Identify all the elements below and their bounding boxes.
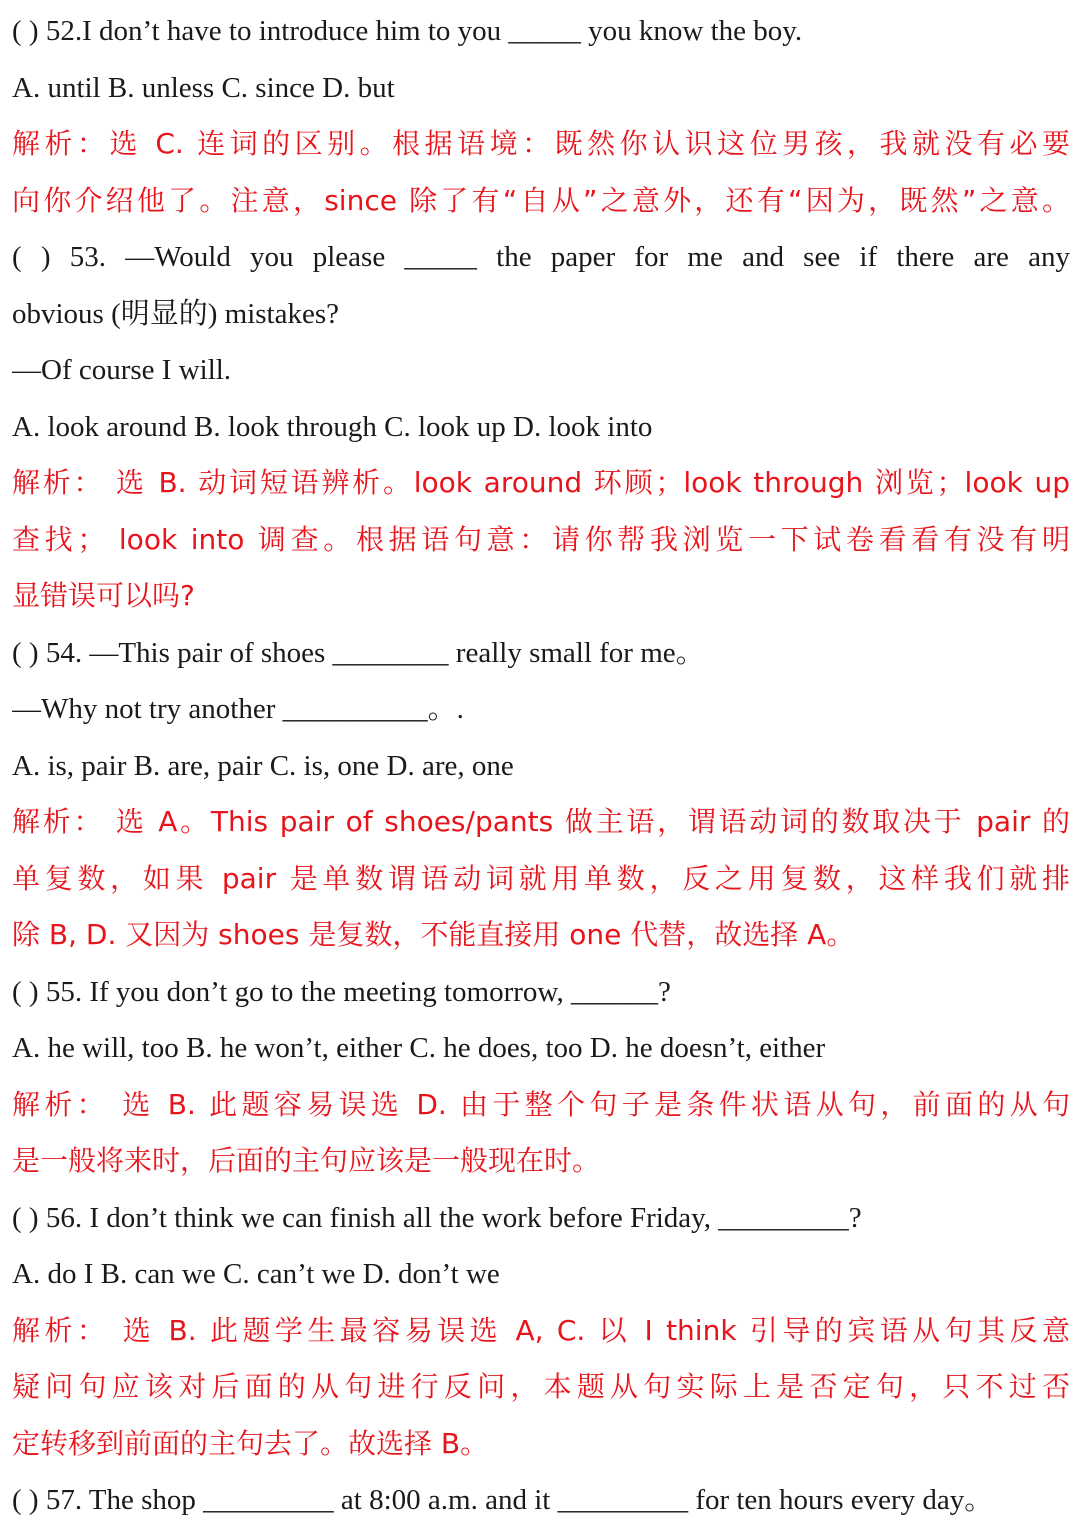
options-line: A. he will, too B. he won’t, either C. he does, too D. he doesn’t, either [12, 1032, 826, 1064]
question-line: obvious (明显的) mistakes? [12, 297, 340, 330]
analysis-line: 疑问句应该对后面的从句进行反问，本题从句实际上是否定句，只不过否 [12, 1370, 1070, 1403]
options-line: A. is, pair B. are, pair C. is, one D. are, one [12, 749, 514, 782]
document-page [12, 3, 1070, 1529]
analysis-line: 单复数，如果 pair 是单数谓语动词就用单数，反之用复数，这样我们就排 [12, 861, 1070, 895]
question-line: ( ) 56. I don’t think we can finish all the work before Friday, _________? [12, 1201, 862, 1234]
options-line: A. until B. unless C. since D. but [12, 71, 395, 104]
options-line: A. look around B. look through C. look up D. look into [12, 410, 653, 443]
question-line: ( ) 55. If you don’t go to the meeting tomorrow, ______? [12, 975, 671, 1008]
analysis-line: 解析： 选 A。This pair of shoes/pants 做主语，谓语动词的数取决于 pair 的 [12, 805, 1070, 838]
question-line: ( ) 53. —Would you please _____ the paper for me and see if there are any [12, 241, 1070, 273]
analysis-line: 除 B, D. 又因为 shoes 是复数，不能直接用 one 代替，故选择 A。 [12, 918, 855, 951]
question-line: ( ) 57. The shop _________ at 8:00 a.m. and it _________ for ten hours every day。 [12, 1484, 994, 1516]
analysis-line: 解析： 选 B. 此题容易误选 D. 由于整个句子是条件状语从句，前面的从句 [12, 1087, 1070, 1121]
question-line: ( ) 54. —This pair of shoes ________ really small for me。 [12, 636, 705, 669]
question-line: ( ) 52.I don’t have to introduce him to you _____ you know the boy. [12, 15, 803, 47]
analysis-line: 向你介绍他了。注意，since 除了有“自从”之意外，还有“因为，既然”之意。 [12, 183, 1070, 217]
analysis-line: 是一般将来时，后面的主句应该是一般现在时。 [12, 1144, 601, 1177]
options-line: A. do I B. can we C. can’t we D. don’t we [12, 1258, 500, 1290]
question-line: —Of course I will. [12, 354, 232, 386]
analysis-line: 定转移到前面的主句去了。故选择 B。 [12, 1426, 489, 1460]
analysis-line: 显错误可以吗? [12, 579, 195, 612]
question-line: —Why not try another __________。. [12, 693, 464, 725]
analysis-line: 解析： 选 B. 动词短语辨析。look around 环顾；look through 浏览；look up [12, 466, 1070, 499]
analysis-line: 解析： 选 B. 此题学生最容易误选 A, C. 以 I think 引导的宾语从句其反意 [12, 1313, 1070, 1347]
analysis-line: 解析：选 C. 连词的区别。根据语境：既然你认识这位男孩，我就没有必要 [12, 127, 1070, 160]
analysis-line: 查找； look into 调查。根据语句意：请你帮我浏览一下试卷看看有没有明 [12, 522, 1070, 556]
